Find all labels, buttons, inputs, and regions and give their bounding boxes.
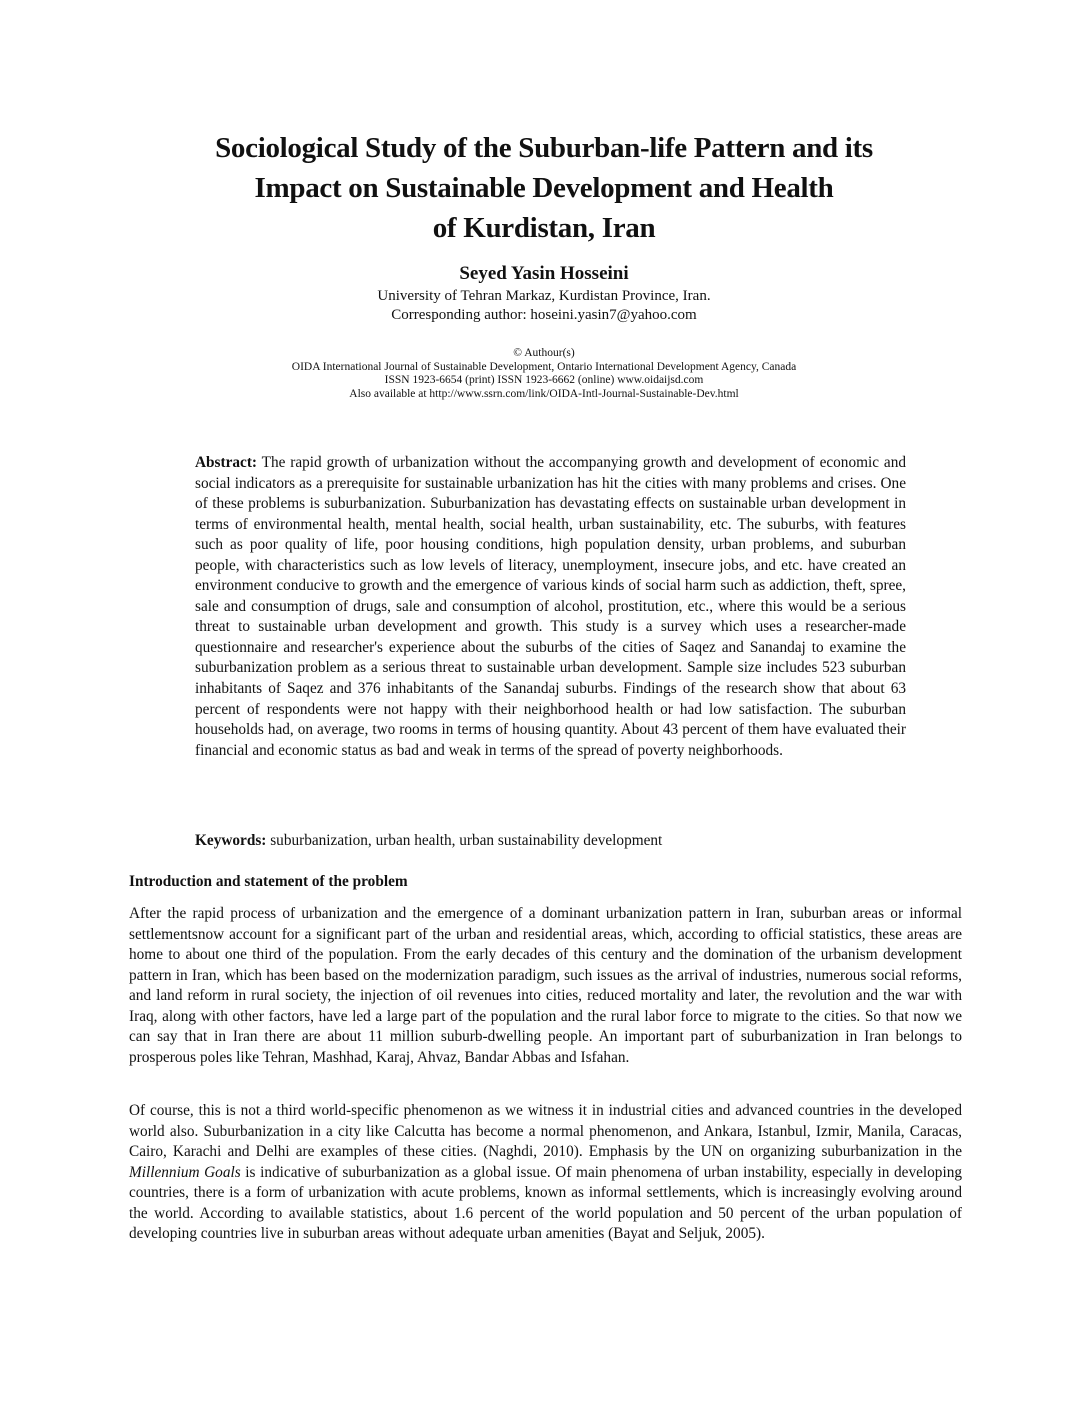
paper-title xyxy=(130,128,958,248)
issn-line: ISSN 1923-6654 (print) ISSN 1923-6662 (online) www.oidaijsd.com xyxy=(384,374,704,386)
title-line: Sociological Study of the Suburban-life Pattern and its xyxy=(215,132,873,164)
copyright-line: © Authour(s) xyxy=(513,347,575,359)
abstract xyxy=(195,453,906,761)
author-affiliation-block xyxy=(0,287,1088,325)
availability-line: Also available at http://www.ssrn.com/link/OIDA-Intl-Journal-Sustainable-Dev.html xyxy=(349,387,739,400)
corresponding-author: Corresponding author: hoseini.yasin7@yahoo.com xyxy=(391,307,697,323)
author-name: Seyed Yasin Hosseini xyxy=(459,263,629,284)
abstract-text: The rapid growth of urbanization without the accompanying growth and development of economic and social indicators as a prerequisite for sustainable urbanization has hit the cities with many problems and crises. One of these problems is suburbanization. Suburbanization has devastating effects on sustainable urban development in terms of environmental health, mental health, social health, urban sustainability, etc. The suburbs, with features such as poor quality of life, poor housing conditions, high population density, urban problems, and suburban people, with characteristics such as low levels of literacy, unemployment, insecure jobs, and etc. have created an environment conducive to growth and the emergence of various kinds of social harm such as addiction, theft, spree, sale and consumption of drugs, sale and consumption of alcohol, prostitution, etc., where this would be a serious threat to sustainable urban development and growth. This study is a survey which uses a researcher-made questionnaire and researcher's experience about the suburbs of the cities of Saqez and Sanandaj to examine the suburbanization problem as a serious threat to sustainable urban development. Sample size includes 523 suburban inhabitants of Saqez and 376 inhabitants of the Sanandaj suburbs. Findings of the research show that about 63 percent of respondents were not happy with their neighborhood health or had low satisfaction. The suburban households had, on average, two rooms in terms of housing quantity. About 43 percent of them have evaluated their financial and economic status as bad and weak in terms of the spread of poverty neighborhoods. xyxy=(195,454,906,759)
paragraph-text: is indicative of suburbanization as a global issue. Of main phenomena of urban instability, especially in developing countries, there is a form of urbanization with acute problems, known as informal settlements, which is increasingly evolving around the world. According to available statistics, about 1.6 percent of the world population and 50 percent of the urban population of developing countries live in suburban areas without adequate urban amenities (Bayat and Seljuk, 2005). xyxy=(129,1163,962,1242)
title-line: Impact on Sustainable Development and Health xyxy=(254,172,834,204)
paragraph-text: Of course, this is not a third world-specific phenomenon as we witness it in industrial cities and advanced countries in the developed world also. Suburbanization in a city like Calcutta has become a normal phenomenon, and Ankara, Istanbul, Izmir, Manila, Caracas, Cairo, Karachi and Delhi are examples of these cities. (Naghdi, 2010). Emphasis by the UN on organizing suburbanization in the xyxy=(129,1102,962,1160)
section-heading: Introduction and statement of the problem xyxy=(129,873,408,890)
keywords-label: Keywords: xyxy=(195,832,267,849)
title-line: of Kurdistan, Iran xyxy=(432,212,656,244)
italic-term: Millennium Goals xyxy=(129,1163,241,1181)
keywords-text: suburbanization, urban health, urban sustainability development xyxy=(266,832,663,849)
abstract-label: Abstract: xyxy=(195,454,258,471)
publication-info xyxy=(0,347,1088,401)
body-paragraph: After the rapid process of urbanization and the emergence of a dominant urbanization pattern in Iran, suburban areas or informal settlementsnow account for a significant part of the urban and residential areas, which, according to official statistics, these areas are home to about one third of the population. From the early decades of this century and the domination of the urbanism development pattern in Iran, which has been based on the modernization paradigm, such issues as the arrival of industries, numerous social reforms, and land reform in rural society, the injection of oil revenues into cities, reduced mortality and later, the revolution and the war with Iraq, along with other factors, have led a large part of the population and the rural labor force to migrate to the cities. So that now we can say that in Iran there are about 11 million suburb-dwelling people. An important part of suburbanization in Iran belongs to prosperous poles like Tehran, Mashhad, Karaj, Ahvaz, Bandar Abbas and Isfahan. xyxy=(129,905,962,1066)
body-paragraph xyxy=(129,1101,962,1245)
journal-line: OIDA International Journal of Sustainable Development, Ontario International Development Agency, Canada xyxy=(291,360,797,373)
affiliation: University of Tehran Markaz, Kurdistan Province, Iran. xyxy=(377,288,711,304)
keywords xyxy=(195,831,906,851)
